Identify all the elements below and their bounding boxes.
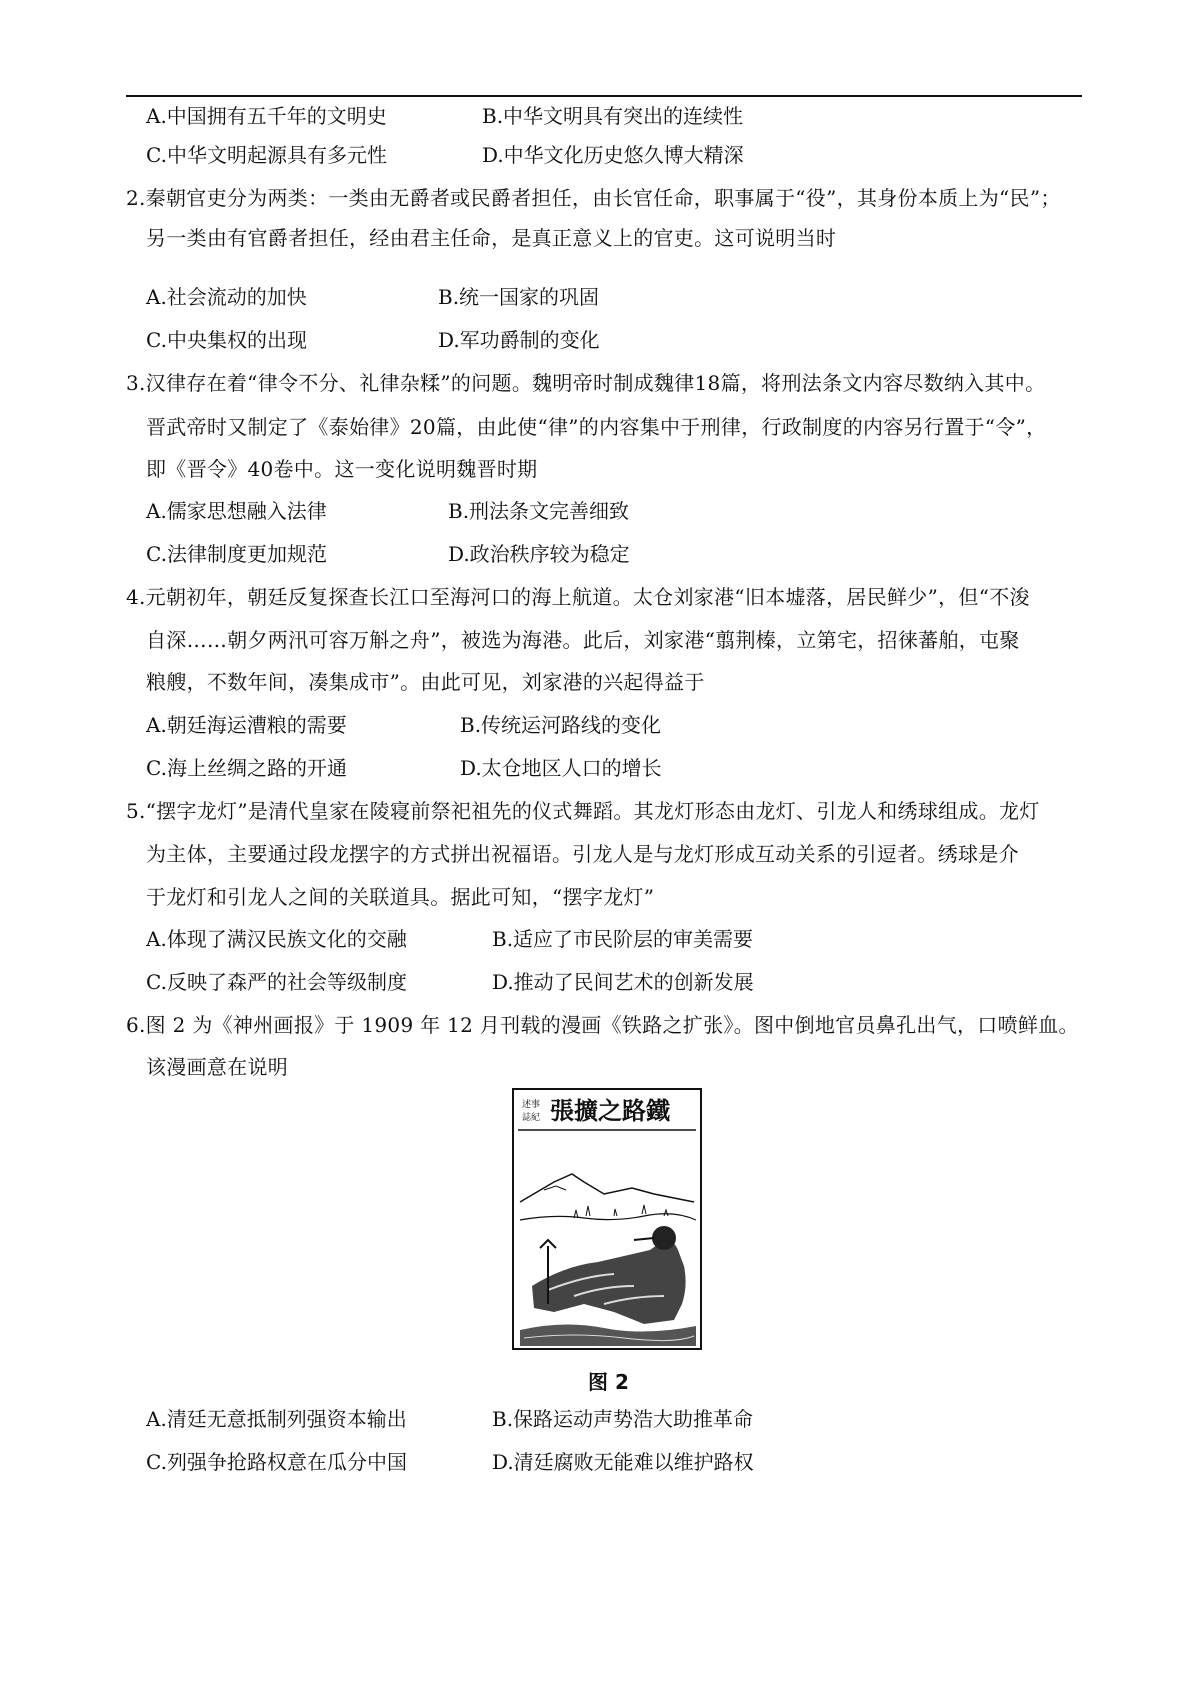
q3-stem-line-3: 即《晋令》40卷中。这一变化说明魏晋时期: [146, 457, 538, 481]
cartoon-title: 張擴之路鐵: [550, 1096, 670, 1125]
q4-option-d: D.太仓地区人口的增长: [460, 756, 662, 780]
cartoon-illustration: [514, 1090, 700, 1348]
q3-option-b: B.刑法条文完善细致: [448, 499, 630, 523]
q5-stem-line-1: 5.“摆字龙灯”是清代皇家在陵寝前祭祀祖先的仪式舞蹈。其龙灯形态由龙灯、引龙人和绣球组成。龙灯: [126, 799, 1040, 823]
q4-stem-line-2: 自深……朝夕两汛可容万斛之舟”，被选为海港。此后，刘家港“翦荆榛，立第宅，招徕蕃舶，屯聚: [146, 628, 1020, 652]
q1-option-b: B.中华文明具有突出的连续性: [482, 104, 744, 128]
q5-option-b: B.适应了市民阶层的审美需要: [492, 927, 754, 951]
q1-option-c: C.中华文明起源具有多元性: [146, 143, 387, 167]
q4-option-a: A.朝廷海运漕粮的需要: [146, 713, 347, 737]
q2-option-c: C.中央集权的出现: [146, 328, 307, 352]
q2-stem-line-2: 另一类由有官爵者担任，经由君主任命，是真正意义上的官吏。这可说明当时: [146, 226, 837, 250]
q4-option-c: C.海上丝绸之路的开通: [146, 756, 347, 780]
q3-option-a: A.儒家思想融入法律: [146, 499, 327, 523]
q6-stem-line-2: 该漫画意在说明: [146, 1055, 289, 1079]
q6-option-b: B.保路运动声势浩大助推革命: [492, 1407, 754, 1431]
q5-option-c: C.反映了森严的社会等级制度: [146, 970, 407, 994]
q6-option-d: D.清廷腐败无能难以维护路权: [492, 1450, 754, 1474]
q4-stem-line-1: 4.元朝初年，朝廷反复探查长江口至海河口的海上航道。太仓刘家港“旧本墟落，居民鲜少”，但“不浚: [126, 585, 1030, 609]
q2-option-a: A.社会流动的加快: [146, 285, 307, 309]
q1-option-d: D.中华文化历史悠久博大精深: [482, 143, 744, 167]
q2-option-b: B.统一国家的巩固: [438, 285, 600, 309]
q5-option-a: A.体现了满汉民族文化的交融: [146, 927, 407, 951]
q3-option-d: D.政治秩序较为稳定: [448, 542, 630, 566]
q5-option-d: D.推动了民间艺术的创新发展: [492, 970, 754, 994]
cartoon-side-note-line-1: 述事: [522, 1100, 541, 1110]
q6-option-a: A.清廷无意抵制列强资本输出: [146, 1407, 407, 1431]
q6-stem-line-1: 6.图 2 为《神州画报》于 1909 年 12 月刊载的漫画《铁路之扩张》。图中倒地官员鼻孔出气，口喷鲜血。: [126, 1013, 1079, 1037]
q4-option-b: B.传统运河路线的变化: [460, 713, 662, 737]
cartoon-side-note-line-2: 誌紀: [522, 1113, 541, 1123]
q3-option-c: C.法律制度更加规范: [146, 542, 327, 566]
q3-stem-line-1: 3.汉律存在着“律令不分、礼律杂糅”的问题。魏明帝时制成魏律18篇，将刑法条文内容尽数纳入其中。: [126, 371, 1046, 395]
q1-option-a: A.中国拥有五千年的文明史: [146, 104, 387, 128]
q2-option-d: D.军功爵制的变化: [438, 328, 600, 352]
cartoon-figure: [512, 1088, 702, 1350]
q6-option-c: C.列强争抢路权意在瓜分中国: [146, 1450, 407, 1474]
q5-stem-line-2: 为主体，主要通过段龙摆字的方式拼出祝福语。引龙人是与龙灯形成互动关系的引逗者。绣球是介: [146, 842, 1019, 866]
q5-stem-line-3: 于龙灯和引龙人之间的关联道具。据此可知，“摆字龙灯”: [146, 885, 655, 909]
header-rule: [126, 95, 1082, 97]
q4-stem-line-3: 粮艘，不数年间，凑集成市”。由此可见，刘家港的兴起得益于: [146, 670, 705, 694]
q2-stem-line-1: 2.秦朝官吏分为两类：一类由无爵者或民爵者担任，由长官任命，职事属于“役”，其身份本质上为“民”；: [126, 186, 1061, 210]
figure-caption: 图 2: [588, 1370, 629, 1394]
q3-stem-line-2: 晋武帝时又制定了《泰始律》20篇，由此使“律”的内容集中于刑律，行政制度的内容另行置于“令”，: [146, 415, 1047, 439]
